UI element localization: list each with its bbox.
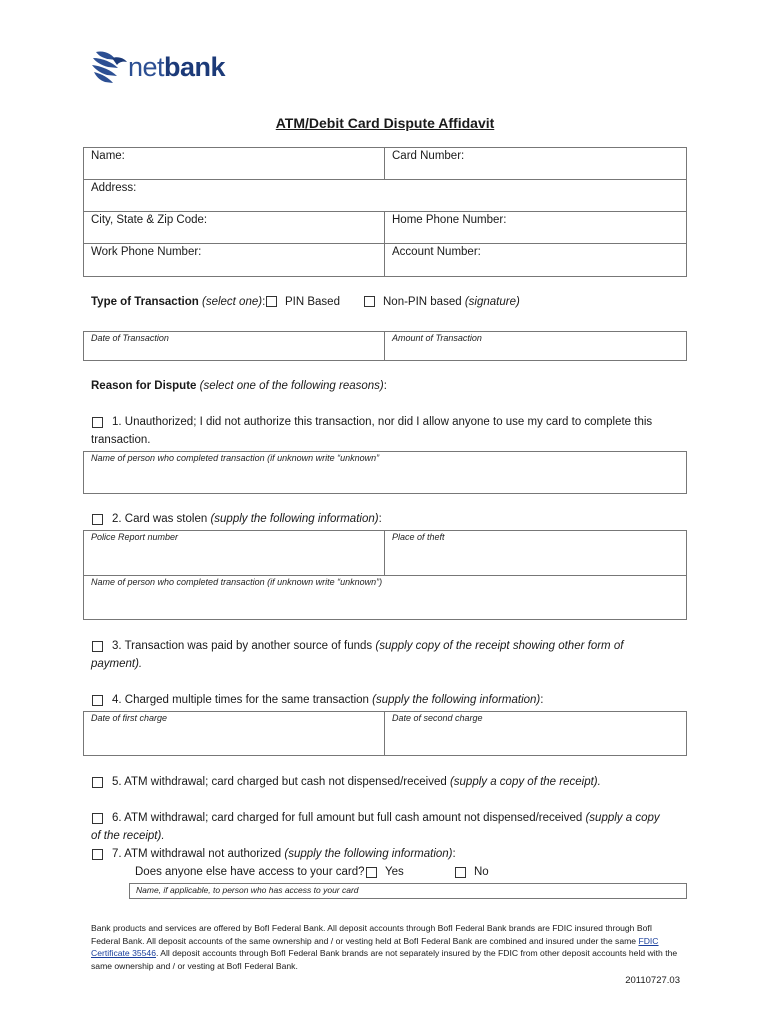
reason-label: Reason for Dispute (select one of the following reasons): [91, 380, 387, 392]
reason-4-table [83, 711, 687, 756]
reason-3-checkbox[interactable] [92, 641, 103, 652]
police-report-field[interactable]: Police Report number [91, 532, 179, 542]
reason-6-text: 6. ATM withdrawal; card charged for full amount but full cash amount not dispensed/received (supply a copy [112, 812, 660, 824]
page-title: ATM/Debit Card Dispute Affidavit [275, 115, 495, 131]
logo-wordmark: netbank [128, 52, 226, 82]
access-yes-checkbox[interactable] [366, 867, 377, 878]
non-pin-label: Non-PIN based (signature) [383, 296, 520, 308]
home-phone-field[interactable]: Home Phone Number: [392, 214, 507, 226]
access-person-field: Name, if applicable, to person who has access to your card [136, 885, 359, 895]
reason-1-text-cont: transaction. [91, 434, 151, 446]
date-first-charge-field[interactable]: Date of first charge [91, 713, 168, 723]
footer-disclaimer: Bank products and services are offered by BofI Federal Bank. All deposit accounts through BofI Federal Bank brands are FDIC insured through BofI Federal Bank. All deposit accounts of the same ownership and / or vesting held at BofI Federal Bank are combined and insured under the same FDIC Certificate 35546. All deposit accounts through BofI Federal Bank brands are not separately insured by the FDIC from other deposit accounts held with the same ownership and / or vesting at BofI Federal Bank. [91, 923, 678, 971]
card-number-field[interactable]: Card Number: [392, 150, 465, 162]
amount-of-transaction-field[interactable]: Amount of Transaction [392, 333, 482, 343]
non-pin-checkbox[interactable] [364, 296, 375, 307]
transaction-type-label: Type of Transaction (select one): [91, 296, 266, 308]
work-phone-field[interactable]: Work Phone Number: [91, 246, 202, 258]
access-no-checkbox[interactable] [455, 867, 466, 878]
reason-4-checkbox[interactable] [92, 695, 103, 706]
transaction-details-table [83, 331, 687, 361]
netbank-logo [90, 48, 240, 90]
pin-based-checkbox[interactable] [266, 296, 277, 307]
pin-based-label: PIN Based [285, 296, 340, 308]
reason-3-text: 3. Transaction was paid by another source of funds (supply copy of the receipt showing other form of [112, 640, 624, 652]
reason-5-checkbox[interactable] [92, 777, 103, 788]
reason-1-name-field: Name of person who completed transaction (if unknown write “unknown” [91, 453, 380, 463]
reason-1-text: 1. Unauthorized; I did not authorize this transaction, nor did I allow anyone to use my card to complete this [112, 416, 653, 428]
address-field[interactable]: Address: [91, 182, 137, 194]
reason-7-checkbox[interactable] [92, 849, 103, 860]
account-number-field[interactable]: Account Number: [392, 246, 481, 258]
reason-1-checkbox[interactable] [92, 417, 103, 428]
city-state-zip-field[interactable]: City, State & Zip Code: [91, 214, 208, 226]
access-question: Does anyone else have access to your card? [135, 866, 365, 878]
form-code: 20110727.03 [625, 975, 680, 986]
reason-6-text-cont: of the receipt). [91, 830, 165, 842]
place-of-theft-field[interactable]: Place of theft [392, 532, 445, 542]
fdic-certificate-link[interactable]: FDIC Certificate 35546 [91, 935, 659, 959]
reason-2-checkbox[interactable] [92, 514, 103, 525]
date-of-transaction-field[interactable]: Date of Transaction [91, 333, 169, 343]
reason-6-checkbox[interactable] [92, 813, 103, 824]
reason-5-text: 5. ATM withdrawal; card charged but cash not dispensed/received (supply a copy of the receipt). [112, 776, 601, 788]
reason-3-text-cont: payment). [91, 658, 143, 670]
access-yes-label: Yes [385, 866, 404, 878]
reason-7-text: 7. ATM withdrawal not authorized (supply the following information): [112, 848, 456, 860]
reason-2-name-field[interactable]: Name of person who completed transaction (if unknown write “unknown”) [91, 577, 383, 587]
access-no-label: No [474, 866, 489, 878]
reason-2-text: 2. Card was stolen (supply the following information): [112, 513, 382, 525]
name-field[interactable]: Name: [91, 150, 125, 162]
date-second-charge-field[interactable]: Date of second charge [392, 713, 483, 723]
reason-4-text: 4. Charged multiple times for the same transaction (supply the following information): [112, 694, 544, 706]
eagle-logo-icon [90, 48, 128, 90]
